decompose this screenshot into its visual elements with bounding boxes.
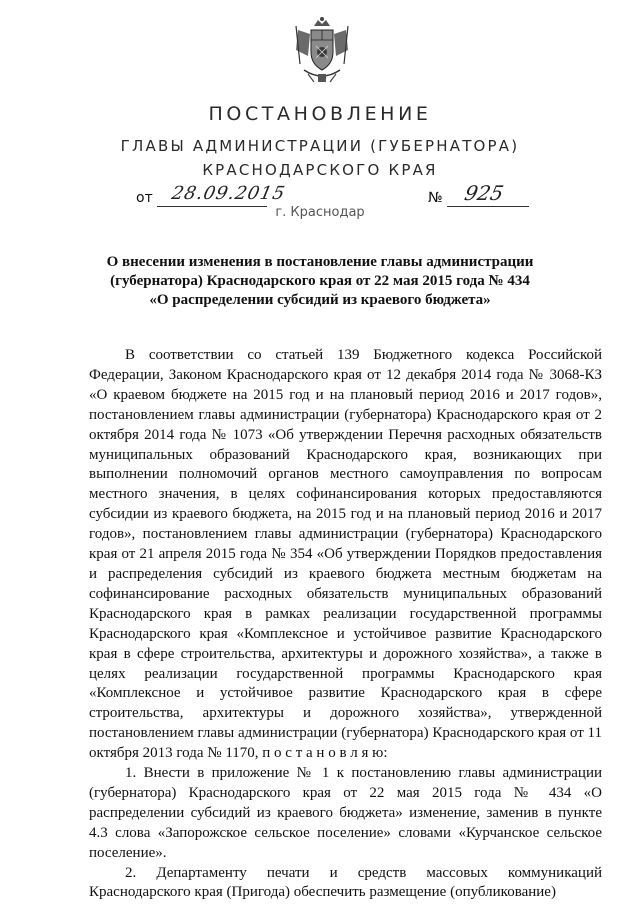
document-header bbox=[0, 102, 640, 182]
subject-line-2: (губернатора) Краснодарского края от 22 мая 2015 года № 434 bbox=[110, 273, 530, 289]
subject-line-3: «О распределении субсидий из краевого бюджета» bbox=[149, 292, 491, 308]
subject-line-1: О внесении изменения в постановление главы администрации bbox=[106, 254, 534, 270]
date-label: от bbox=[136, 190, 153, 206]
krasnodar-coat-of-arms-icon bbox=[292, 16, 352, 86]
document-subject bbox=[100, 253, 540, 310]
city-label: г. Краснодар bbox=[275, 205, 365, 220]
body-paragraph-3: 2. Департаменту печати и средств массовых коммуникаций Краснодарского края (Пригода) обеспечить размещение (опубликование) bbox=[89, 864, 602, 901]
body-paragraph-1: В соответствии со статьей 139 Бюджетного кодекса Российской Федерации, Законом Краснодарского края от 12 декабря 2014 года № 3068-КЗ «О краевом бюджете на 2015 год и на плановый период 2016 и 2017 годов», постановлением главы администрации (губернатора) Краснодарского края от 2 октября 2014 года № 1073 «Об утверждении Перечня расходных обязательств муниципальных образований Краснодарского края, возникающих при выполнении полномочий органов местного самоуправления по вопросам местного значения, в целях софинансирования которых предоставляются субсидии из краевого бюджета, на 2015 год и на плановый период 2016 и 2017 годов», постановлением главы администрации (губернатора) Краснодарского края от 21 апреля 2015 года № 354 «Об утверждении Порядков предоставления и распределения субсидий из краевого бюджета местным бюджетам на софинансирование расходных обязательств муниципальных образований Краснодарского края в рамках реализации государственной программы Краснодарского края «Комплексное и устойчивое развитие Краснодарского края в сфере строительства, архитектуры и дорожного хозяйства», а также в целях реализации государственной программы Краснодарского края «Комплексное и устойчивое развитие Краснодарского края в сфере строительства, архитектуры и дорожного хозяйства», утвержденной постановлением главы администрации (губернатора) Краснодарского края от 11 октября 2013 года № 1170, п о с т а н о в л я ю: bbox=[89, 347, 602, 762]
document-subtitle-1: ГЛАВЫ АДМИНИСТРАЦИИ (ГУБЕРНАТОРА) bbox=[120, 137, 520, 155]
number-label: № bbox=[428, 190, 443, 206]
date-value: 28.09.2015 bbox=[169, 183, 288, 204]
document-body bbox=[89, 346, 602, 903]
number-value: 925 bbox=[462, 181, 506, 205]
document-title: ПОСТАНОВЛЕНИЕ bbox=[208, 103, 432, 125]
body-paragraph-2: 1. Внести в приложение № 1 к постановлению главы администрации (губернатора) Краснодарского края от 22 мая 2015 года № 434 «О распределении субсидий из краевого бюджета» изменение, заменив в пункте 4.3 слова «Запорожское сельское поселение» словами «Курчанское сельское поселение». bbox=[89, 765, 602, 861]
document-subtitle-2: КРАСНОДАРСКОГО КРАЯ bbox=[202, 161, 438, 179]
